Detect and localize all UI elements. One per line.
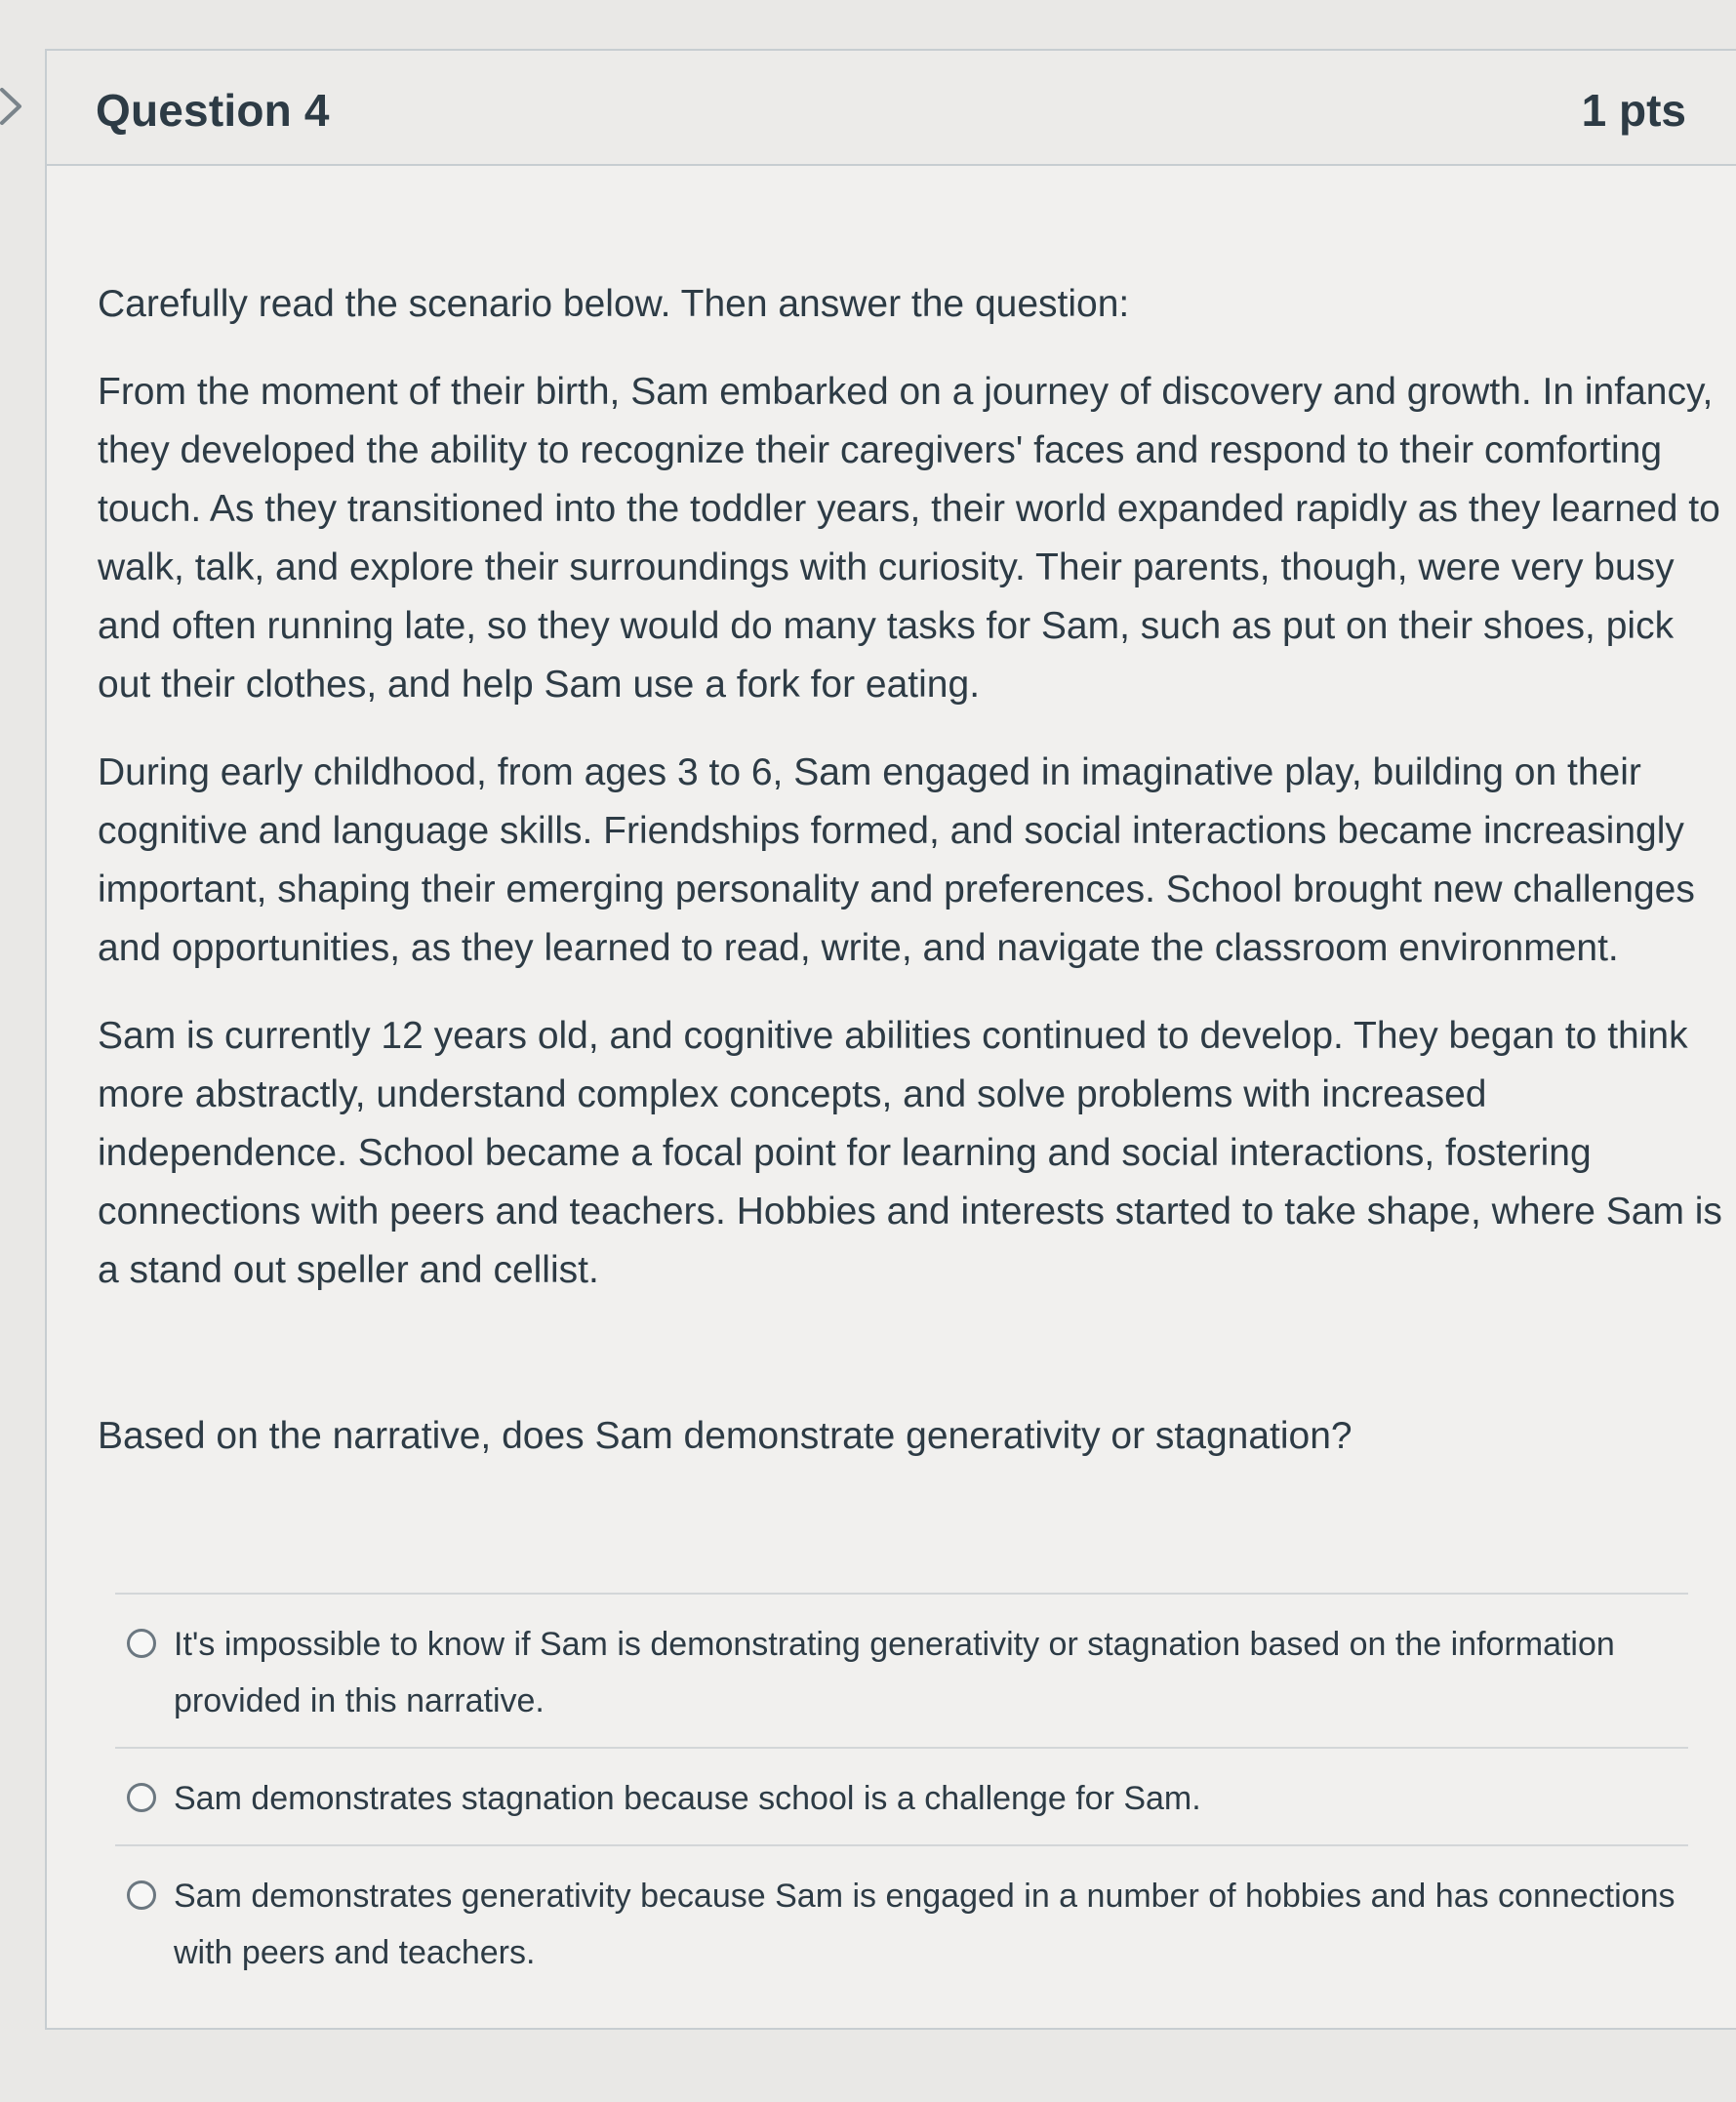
answer-label[interactable]: It's impossible to know if Sam is demonstrating generativity or stagnation based on the information provided in this narrative. (174, 1626, 1615, 1719)
chevron-right-icon[interactable] (0, 84, 27, 129)
radio-unselected-icon[interactable] (127, 1783, 156, 1812)
radio-unselected-icon[interactable] (127, 1629, 156, 1658)
scenario-paragraph: Sam is currently 12 years old, and cognitive abilities continued to develop. They began to think more abstractly, understand complex concepts, and solve problems with increased independence. School became a focal point for learning and social interactions, fostering connections with peers and teachers. Hobbies and interests started to take shape, where Sam is a stand out speller and cellist. (98, 1015, 1722, 1291)
answer-label[interactable]: Sam demonstrates stagnation because school is a challenge for Sam. (174, 1780, 1201, 1817)
answer-option[interactable] (115, 1593, 1688, 1747)
radio-unselected-icon[interactable] (127, 1880, 156, 1910)
scenario-paragraph: From the moment of their birth, Sam embarked on a journey of discovery and growth. In infancy, they developed the ability to recognize their caregivers' faces and respond to their comforting touch. As they transitioned into the toddler years, their world expanded rapidly as they learned to walk, talk, and explore their surroundings with curiosity. Their parents, though, were very busy and often running late, so they would do many tasks for Sam, such as put on their shoes, pick out their clothes, and help Sam use a fork for eating. (98, 371, 1720, 706)
question-intro: Carefully read the scenario below. Then answer the question: (98, 283, 1130, 325)
answer-label[interactable]: Sam demonstrates generativity because Sam is engaged in a number of hobbies and has connections with peers and teachers. (174, 1878, 1675, 1971)
question-text (98, 275, 1736, 1554)
answer-list (115, 1593, 1688, 1999)
scenario-paragraph: During early childhood, from ages 3 to 6, Sam engaged in imaginative play, building on their cognitive and language skills. Friendships formed, and social interactions became increasingly important, shaping their emerging personality and preferences. School brought new challenges and opportunities, as they learned to read, write, and navigate the classroom environment. (98, 751, 1695, 969)
question-card (45, 49, 1736, 2030)
question-points: 1 pts (1581, 85, 1686, 136)
answer-option[interactable] (115, 1747, 1688, 1844)
answer-option[interactable] (115, 1844, 1688, 1999)
question-header (47, 51, 1736, 166)
question-title: Question 4 (96, 85, 330, 136)
question-prompt: Based on the narrative, does Sam demonstrate generativity or stagnation? (98, 1415, 1352, 1457)
